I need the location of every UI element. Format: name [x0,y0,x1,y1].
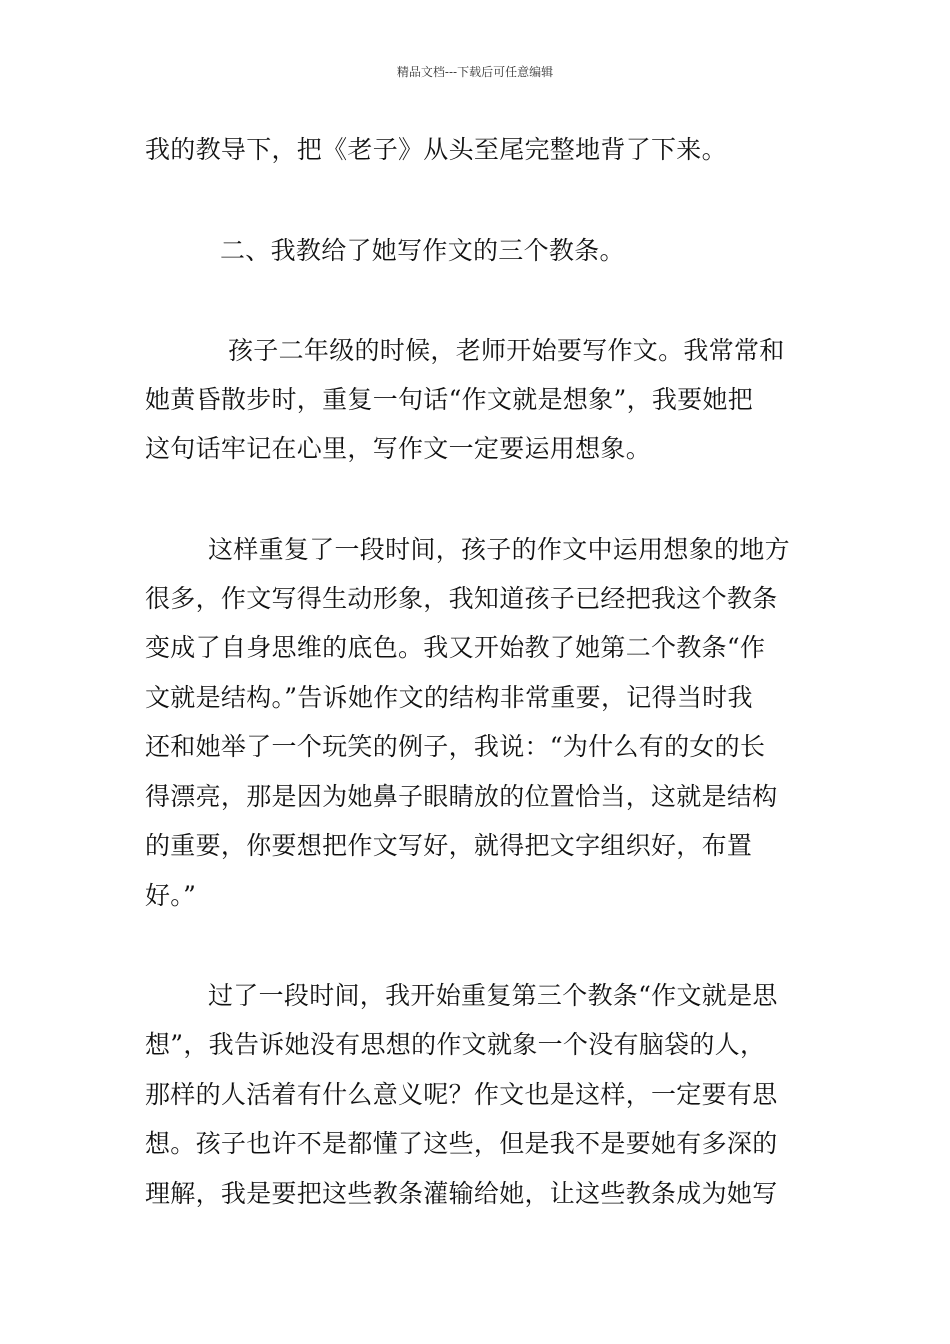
paragraph-line: 过了一段时间，我开始重复第三个教条“作文就是思 [208,981,778,1010]
paragraph-line: 孩子二年级的时候，老师开始要写作文。我常常和 [228,336,785,365]
paragraph-line: 理解，我是要把这些教条灌输给她，让这些教条成为她写 [145,1179,778,1208]
paragraph-line: 想。孩子也许不是都懂了这些，但是我不是要她有多深的 [145,1129,778,1158]
paragraph-line: 得漂亮，那是因为她鼻子眼睛放的位置恰当，这就是结构 [145,782,778,811]
paragraph-line: 那样的人活着有什么意义呢？作文也是这样，一定要有思 [145,1080,778,1109]
page-header: 精品文档---下载后可任意编辑 [396,65,554,79]
paragraph-line: 她黄昏散步时，重复一句话“作文就是想象”，我要她把 [145,385,754,414]
paragraph-line: 想”，我告诉她没有思想的作文就象一个没有脑袋的人， [145,1030,766,1059]
paragraph-line: 变成了自身思维的底色。我又开始教了她第二个教条“作 [145,633,766,662]
paragraph-line: 很多，作文写得生动形象，我知道孩子已经把我这个教条 [145,584,778,613]
paragraph-line: 好。” [145,881,197,910]
paragraph-line: 的重要，你要想把作文写好，就得把文字组织好，布置 [145,831,753,860]
paragraph-line: 文就是结构。”告诉她作文的结构非常重要，记得当时我 [145,683,753,712]
paragraph-line: 我的教导下，把《老子》从头至尾完整地背了下来。 [145,135,727,164]
section-heading: 二、我教给了她写作文的三个教条。 [220,236,625,265]
paragraph-line: 这句话牢记在心里，写作文一定要运用想象。 [145,434,652,463]
paragraph-line: 还和她举了一个玩笑的例子，我说：“为什么有的女的长 [145,732,766,761]
paragraph-line: 这样重复了一段时间，孩子的作文中运用想象的地方 [208,535,790,564]
